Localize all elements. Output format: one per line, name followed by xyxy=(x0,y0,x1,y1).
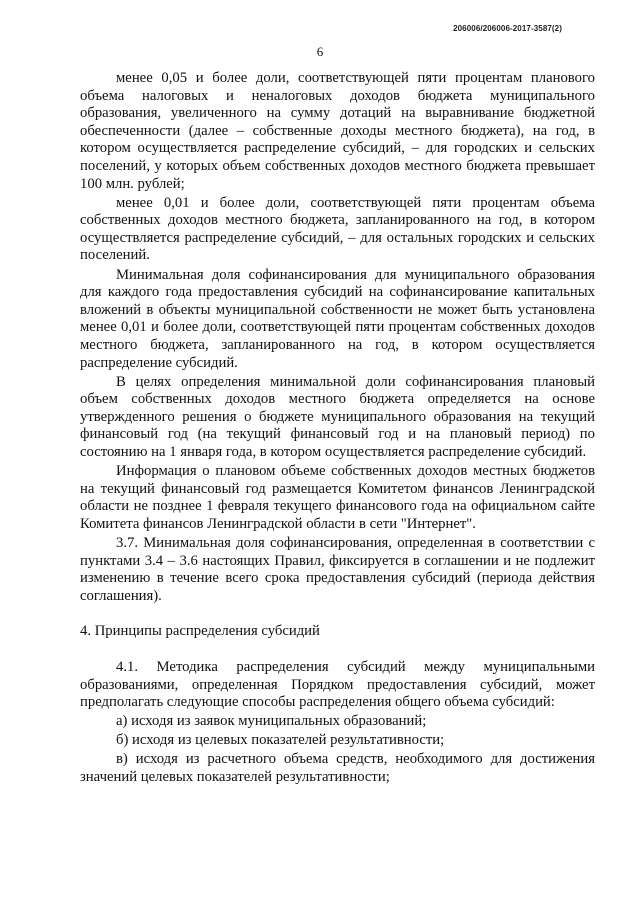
section-heading: 4. Принципы распределения субсидий xyxy=(80,623,320,640)
document-body xyxy=(80,70,595,788)
paragraph-share-limit-other: менее 0,01 и более доли, соответствующей пяти процентам объема собственных доходов местного бюджета, запланированного на год, в котором осуществляется распределение субсидий, – для остальных городских и сельских поселений. xyxy=(80,194,595,264)
paragraph-information-publication: Информация о плановом объеме собственных доходов местных бюджетов на текущий финансовый год размещается Комитетом финансов Ленинградской области не позднее 1 февраля текущего финансового года на официальном сайте Комитета финансов Ленинградской области в сети "Интернет". xyxy=(80,463,595,532)
list-item-a: а) исходя из заявок муниципальных образований; xyxy=(116,713,427,730)
paragraph-planned-revenue: В целях определения минимальной доли софинансирования плановый объем собственных доходов местного бюджета определяется на основе утвержденного решения о бюджете муниципального образования на текущий финансовый год (на текущий финансовый год и на плановый период) по состоянию на 1 января года, в котором осуществляется распределение субсидий. xyxy=(80,373,595,460)
paragraph-capital-investments: Минимальная доля софинансирования для муниципального образования для каждого года предоставления субсидий на софинансирование капитальных вложений в объекты муниципальной собственности не может быть установлена менее 0,01 и более доли, соответствующей пяти процентам собственных доходов местного бюджета, запланированного на год, в котором осуществляется распределение субсидий. xyxy=(80,266,595,371)
paragraph-3-7: 3.7. Минимальная доля софинансирования, определенная в соответствии с пунктами 3.4 – 3.6 настоящих Правил, фиксируется в соглашении и не подлежит изменению в течение всего срока предоставления субсидий (периода действия соглашения). xyxy=(80,534,595,604)
list-item-c: в) исходя из расчетного объема средств, необходимого для достижения значений целевых показателей результативности; xyxy=(80,751,595,785)
document-id: 206006/206006-2017-3587(2) xyxy=(453,24,562,33)
list-item-b: б) исходя из целевых показателей результативности; xyxy=(116,732,445,749)
page-number: 6 xyxy=(316,44,324,59)
paragraph-4-1: 4.1. Методика распределения субсидий между муниципальными образованиями, определенная Порядком предоставления субсидий, может предполагать следующие способы распределения общего объема субсидий: xyxy=(80,658,595,711)
paragraph-share-limit-large: менее 0,05 и более доли, соответствующей пяти процентам планового объема налоговых и неналоговых доходов бюджета муниципального образования, увеличенного на сумму дотаций на выравнивание бюджетной обеспеченности (далее – собственные доходы местного бюджета), на год, в котором осуществляется распределение субсидий, – для городских и сельских поселений, у которых объем собственных доходов местного бюджета превышает 100 млн. рублей; xyxy=(80,70,595,192)
